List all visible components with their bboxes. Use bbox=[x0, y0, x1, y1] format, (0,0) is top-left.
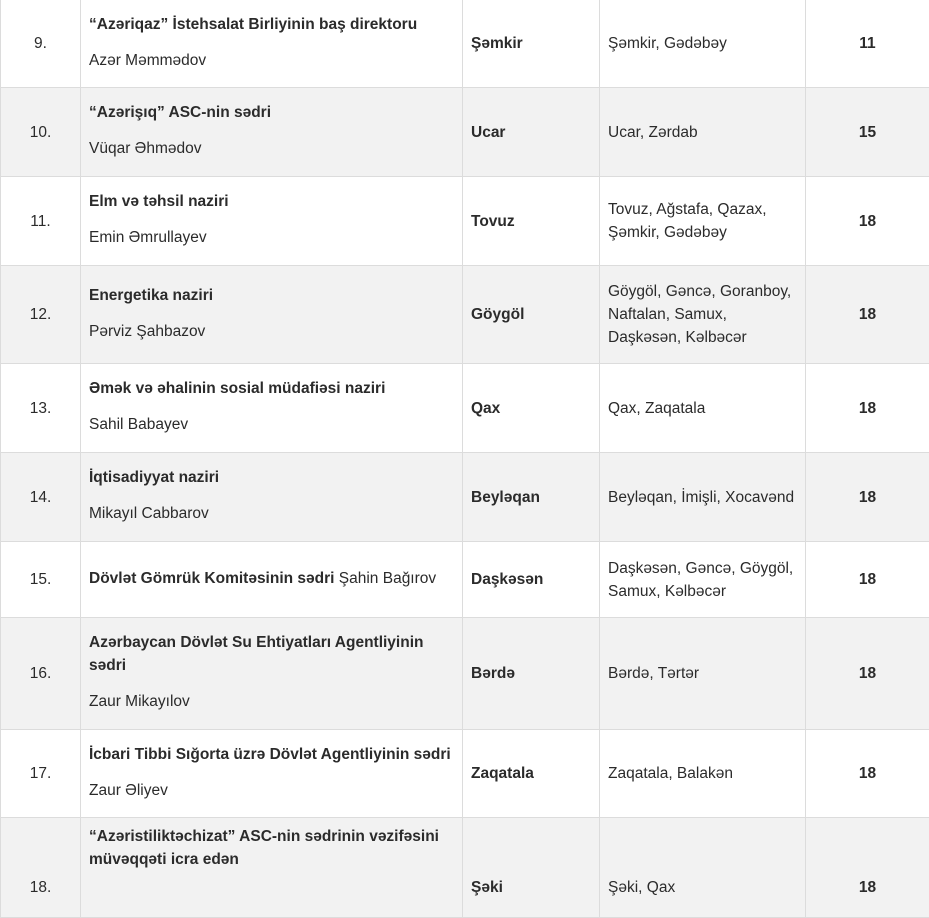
table-row bbox=[1, 266, 929, 364]
city-cell: Daşkəsən bbox=[463, 542, 600, 618]
table-row bbox=[1, 818, 929, 918]
count-cell: 18 bbox=[806, 266, 929, 364]
position-cell bbox=[81, 542, 463, 618]
row-number: 10. bbox=[1, 88, 81, 177]
row-number: 12. bbox=[1, 266, 81, 364]
row-number: 13. bbox=[1, 364, 81, 453]
count-cell: 18 bbox=[806, 453, 929, 542]
regions-cell: Beyləqan, İmişli, Xocavənd bbox=[600, 453, 806, 542]
row-number: 16. bbox=[1, 618, 81, 730]
position-cell bbox=[81, 364, 463, 453]
position-title: İcbari Tibbi Sığorta üzrə Dövlət Agentliyinin sədri bbox=[89, 743, 454, 766]
table-row bbox=[1, 730, 929, 818]
position-title: Azərbaycan Dövlət Su Ehtiyatları Agentliyinin sədri bbox=[89, 631, 454, 677]
regions-cell: Şəmkir, Gədəbəy bbox=[600, 0, 806, 88]
position-cell bbox=[81, 730, 463, 818]
row-number: 11. bbox=[1, 177, 81, 266]
person-name: Azər Məmmədov bbox=[89, 49, 454, 72]
person-name: Zaur Əliyev bbox=[89, 779, 454, 802]
position-title: Əmək və əhalinin sosial müdafiəsi naziri bbox=[89, 377, 454, 400]
row-number: 15. bbox=[1, 542, 81, 618]
position-title: Elm və təhsil naziri bbox=[89, 190, 454, 213]
person-name: Pərviz Şahbazov bbox=[89, 320, 454, 343]
position-cell bbox=[81, 818, 463, 918]
regions-cell: Tovuz, Ağstafa, Qazax, Şəmkir, Gədəbəy bbox=[600, 177, 806, 266]
person-name: Mikayıl Cabbarov bbox=[89, 502, 454, 525]
city-cell: Zaqatala bbox=[463, 730, 600, 818]
count-cell: 18 bbox=[806, 730, 929, 818]
regions-cell: Daşkəsən, Gəncə, Göygöl, Samux, Kəlbəcər bbox=[600, 542, 806, 618]
position-cell bbox=[81, 618, 463, 730]
count-cell: 18 bbox=[806, 364, 929, 453]
city-cell: Ucar bbox=[463, 88, 600, 177]
row-number: 9. bbox=[1, 0, 81, 88]
position-title: “Azəriqaz” İstehsalat Birliyinin baş direktoru bbox=[89, 13, 454, 36]
city-cell: Tovuz bbox=[463, 177, 600, 266]
city-cell: Qax bbox=[463, 364, 600, 453]
regions-cell: Zaqatala, Balakən bbox=[600, 730, 806, 818]
regions-cell: Bərdə, Tərtər bbox=[600, 618, 806, 730]
regions-cell: Qax, Zaqatala bbox=[600, 364, 806, 453]
row-number: 17. bbox=[1, 730, 81, 818]
count-cell: 18 bbox=[806, 542, 929, 618]
table-row bbox=[1, 364, 929, 453]
count-cell: 15 bbox=[806, 88, 929, 177]
table-row bbox=[1, 177, 929, 266]
position-cell bbox=[81, 266, 463, 364]
person-name: Şahin Bağırov bbox=[339, 570, 436, 587]
table-row bbox=[1, 542, 929, 618]
person-name: Vüqar Əhmədov bbox=[89, 137, 454, 160]
regions-cell: Ucar, Zərdab bbox=[600, 88, 806, 177]
table-row bbox=[1, 453, 929, 542]
table-row bbox=[1, 618, 929, 730]
count-cell: 18 bbox=[806, 618, 929, 730]
position-cell bbox=[81, 88, 463, 177]
position-cell bbox=[81, 0, 463, 88]
table-row bbox=[1, 0, 929, 88]
position-cell bbox=[81, 453, 463, 542]
position-title: İqtisadiyyat naziri bbox=[89, 466, 454, 489]
table-row bbox=[1, 88, 929, 177]
city-cell: Beyləqan bbox=[463, 453, 600, 542]
person-name: Zaur Mikayılov bbox=[89, 690, 454, 713]
city-cell: Göygöl bbox=[463, 266, 600, 364]
city-cell: Şəki bbox=[463, 818, 600, 918]
city-cell: Şəmkir bbox=[463, 0, 600, 88]
city-cell: Bərdə bbox=[463, 618, 600, 730]
regions-cell: Göygöl, Gəncə, Goranboy, Naftalan, Samux, Daşkəsən, Kəlbəcər bbox=[600, 266, 806, 364]
person-name: Emin Əmrullayev bbox=[89, 226, 454, 249]
count-cell: 11 bbox=[806, 0, 929, 88]
person-name: Sahil Babayev bbox=[89, 413, 454, 436]
count-cell: 18 bbox=[806, 177, 929, 266]
row-number: 14. bbox=[1, 453, 81, 542]
position-cell bbox=[81, 177, 463, 266]
regions-cell: Şəki, Qax bbox=[600, 818, 806, 918]
position-title: “Azərişıq” ASC-nin sədri bbox=[89, 101, 454, 124]
count-cell: 18 bbox=[806, 818, 929, 918]
position-title: Energetika naziri bbox=[89, 284, 454, 307]
row-number: 18. bbox=[1, 818, 81, 918]
position-title: “Azəristiliktəchizat” ASC-nin sədrinin vəzifəsini müvəqqəti icra edən bbox=[89, 825, 454, 871]
position-title: Dövlət Gömrük Komitəsinin sədri bbox=[89, 570, 334, 587]
